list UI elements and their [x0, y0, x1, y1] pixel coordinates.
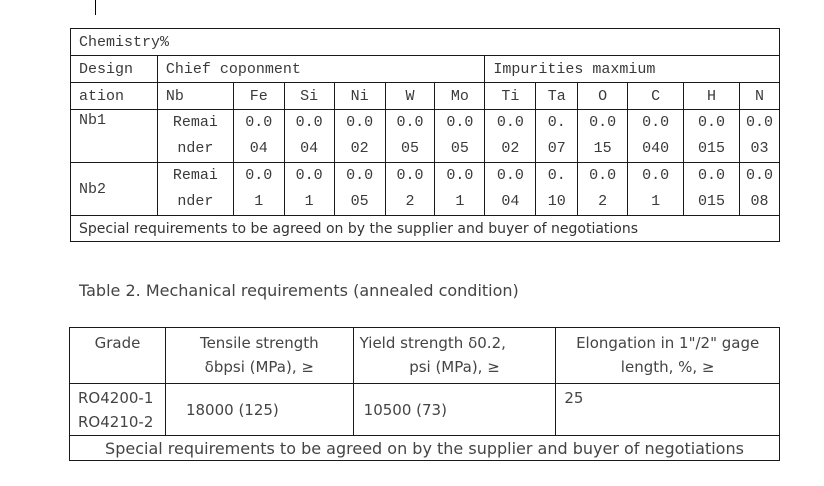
elongation-value: 25 [556, 384, 780, 436]
composition-value-line1: 0.0 [245, 167, 273, 184]
mechanical-note: Special requirements to be agreed on by the supplier and buyer of negotiations [70, 436, 780, 461]
element-header: Mo [435, 83, 485, 110]
composition-value [334, 110, 385, 163]
chemistry-title: Chemistry% [71, 29, 780, 56]
composition-value-line1: Remai [172, 167, 218, 184]
composition-value-line2: 03 [750, 140, 769, 157]
table2-caption: Table 2. Mechanical requirements (annealed condition) [79, 281, 519, 300]
composition-value-line2: 040 [642, 140, 670, 157]
grade-value-2: RO4210-2 [78, 412, 154, 431]
composition-value-line1: 0.0 [589, 114, 617, 131]
chemistry-table [70, 28, 780, 242]
composition-value-line1: 0.0 [642, 167, 670, 184]
mechanical-table [69, 327, 780, 461]
composition-value-line1: 0.0 [496, 114, 524, 131]
composition-value-line2: nder [177, 140, 214, 157]
element-header: H [684, 83, 740, 110]
composition-value-line1: 0.0 [496, 167, 524, 184]
element-header: Fe [233, 83, 284, 110]
composition-value-line1: Remai [172, 114, 218, 131]
composition-value-line1: 0.0 [245, 114, 273, 131]
yield-header [353, 328, 556, 384]
composition-value-line2: 02 [350, 140, 369, 157]
composition-value-line2: 15 [593, 140, 612, 157]
text-cursor [95, 0, 96, 15]
composition-value [385, 110, 435, 163]
grade-name: Nb2 [71, 163, 158, 216]
composition-value-line2: 05 [450, 140, 469, 157]
composition-value [684, 163, 740, 216]
composition-value-line1: 0.0 [697, 167, 725, 184]
composition-value-line2: 2 [598, 193, 608, 210]
composition-value-line1: 0.0 [589, 167, 617, 184]
composition-value-line2: 1 [304, 193, 314, 210]
composition-value-line2: 1 [651, 193, 661, 210]
element-header: Nb [157, 83, 233, 110]
chief-component-label: Chief coponment [157, 56, 484, 83]
tensile-header [165, 328, 353, 384]
composition-value [284, 110, 334, 163]
elongation-header-line1: Elongation in 1"/2" gage [576, 334, 760, 352]
element-header: C [628, 83, 684, 110]
composition-value-line1: 0.0 [346, 167, 374, 184]
composition-value [739, 163, 779, 216]
composition-value [284, 163, 334, 216]
element-header: Ni [334, 83, 385, 110]
composition-value-line2: 1 [254, 193, 264, 210]
composition-value [435, 110, 485, 163]
composition-value-line2: 05 [400, 140, 419, 157]
composition-value-line2: 02 [501, 140, 520, 157]
composition-value-line2: 1 [455, 193, 465, 210]
grade-header [70, 328, 166, 384]
grade-header-label: Grade [94, 334, 141, 352]
composition-value-line2: 04 [300, 140, 319, 157]
composition-value [157, 163, 233, 216]
composition-value-line2: 10 [547, 193, 566, 210]
grade-cell [70, 384, 166, 436]
element-header: Si [284, 83, 334, 110]
composition-value-line2: nder [177, 193, 214, 210]
composition-value-line1: 0.0 [697, 114, 725, 131]
composition-value-line1: 0.0 [446, 167, 474, 184]
composition-value-line1: 0.0 [642, 114, 670, 131]
element-header: W [385, 83, 435, 110]
designation-label-bottom: ation [71, 83, 158, 110]
yield-value: 10500 (73) [353, 384, 556, 436]
composition-value [485, 163, 536, 216]
element-header: Ti [485, 83, 536, 110]
composition-value [385, 163, 435, 216]
composition-value-line2: 015 [697, 193, 725, 210]
grade-name: Nb1 [71, 110, 158, 163]
composition-value-line1: 0.0 [745, 167, 773, 184]
composition-value-line1: 0.0 [346, 114, 374, 131]
composition-value-line2: 04 [249, 140, 268, 157]
composition-value-line2: 015 [697, 140, 725, 157]
composition-value [435, 163, 485, 216]
composition-value-line1: 0.0 [446, 114, 474, 131]
composition-value-line2: 08 [750, 193, 769, 210]
grade-value-1: RO4200-1 [78, 388, 154, 407]
elongation-header [556, 328, 780, 384]
composition-value-line2: 04 [501, 193, 520, 210]
composition-value-line1: 0. [547, 114, 566, 131]
designation-label-top: Design [71, 56, 158, 83]
composition-value-line1: 0.0 [396, 114, 424, 131]
tensile-value: 18000 (125) [165, 384, 353, 436]
composition-value [157, 110, 233, 163]
composition-value [536, 163, 578, 216]
composition-value-line1: 0.0 [396, 167, 424, 184]
element-header: N [739, 83, 779, 110]
elongation-header-line2: length, %, ≥ [620, 358, 715, 376]
composition-value [233, 110, 284, 163]
composition-value [485, 110, 536, 163]
composition-value [536, 110, 578, 163]
composition-value [628, 110, 684, 163]
composition-value-line2: 05 [350, 193, 369, 210]
composition-value [578, 163, 628, 216]
impurities-label: Impurities maxmium [485, 56, 780, 83]
composition-value-line1: 0.0 [295, 167, 323, 184]
element-header: Ta [536, 83, 578, 110]
composition-value-line1: 0.0 [745, 114, 773, 131]
composition-value-line1: 0.0 [295, 114, 323, 131]
composition-value-line1: 0. [547, 167, 566, 184]
tensile-header-line1: Tensile strength [199, 334, 319, 352]
composition-value [684, 110, 740, 163]
composition-value [334, 163, 385, 216]
composition-value-line2: 2 [405, 193, 415, 210]
element-header: O [578, 83, 628, 110]
chemistry-note: Special requirements to be agreed on by the supplier and buyer of negotiations [71, 216, 780, 242]
yield-header-line1: Yield strength δ0.2, [359, 334, 506, 352]
yield-header-line2: psi (MPa), ≥ [409, 358, 500, 376]
composition-value-line2: 07 [547, 140, 566, 157]
composition-value [739, 110, 779, 163]
composition-value [628, 163, 684, 216]
composition-value [578, 110, 628, 163]
composition-value [233, 163, 284, 216]
tensile-header-line2: δbpsi (MPa), ≥ [204, 358, 314, 376]
